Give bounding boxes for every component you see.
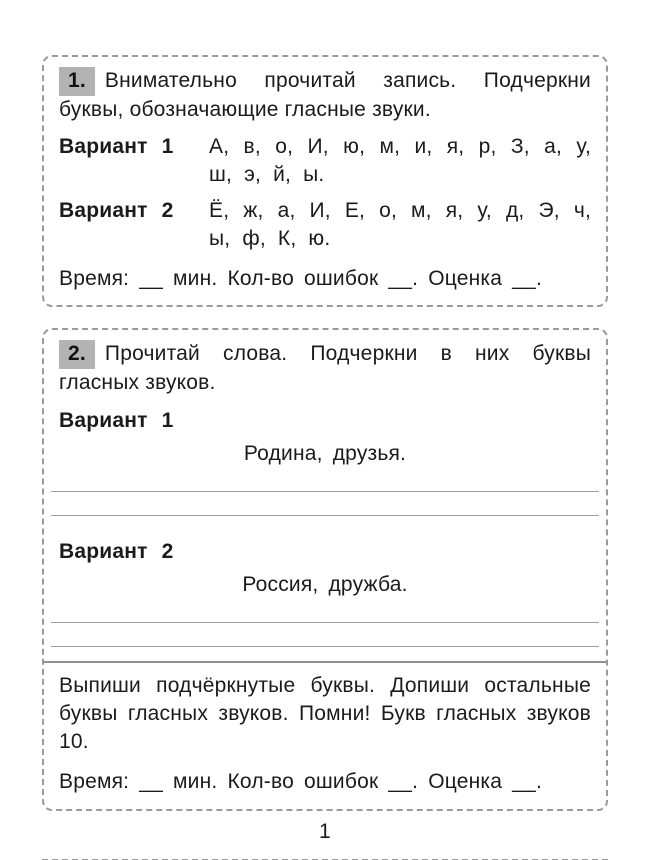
exercise-1-variant-2-letters: Ё, ж, а, И, Е, о, м, я, у, д, Э, ч, ы, ф, К, ю. <box>209 198 591 250</box>
answer-line <box>51 599 599 623</box>
exercise-1-number-badge: 1. <box>59 67 95 96</box>
exercise-1-variant-1-label: Вариант 1 <box>59 134 174 158</box>
answer-line <box>51 468 599 492</box>
exercise-2-instruction-text: Прочитай слова. Подчеркни в них буквы гласных звуков. <box>59 342 591 395</box>
exercise-2-variant-1-label: Вариант 1 <box>59 409 174 433</box>
exercise-1-instruction <box>59 67 591 124</box>
exercise-1-variant-2-label: Вариант 2 <box>59 198 174 222</box>
exercise-2-score-line: Время: __ мин. Кол-во ошибок __. Оценка __. <box>59 769 542 793</box>
answer-line <box>51 492 599 516</box>
exercise-2-variant-1-words: Родина, друзья. <box>243 442 407 466</box>
exercise-1-variant-1-letters: А, в, о, И, ю, м, и, я, р, З, а, у, ш, э, й, ы. <box>209 134 591 186</box>
answer-line <box>51 623 599 647</box>
section-divider <box>44 661 606 663</box>
exercise-2-number-badge: 2. <box>59 340 95 369</box>
exercise-2-box <box>42 328 608 810</box>
page-number: 1 <box>319 819 331 843</box>
exercise-1-box <box>42 55 608 307</box>
exercise-2-variant-2-words: Россия, дружба. <box>242 573 408 597</box>
exercise-1-instruction-text: Внимательно прочитай запись. Подчеркни буквы, обозначающие гласные звуки. <box>59 69 591 121</box>
exercise-1-score-line: Время: __ мин. Кол-во ошибок __. Оценка __. <box>59 266 542 290</box>
page-footer <box>42 818 608 846</box>
exercise-2-variant-2-label: Вариант 2 <box>59 540 174 564</box>
exercise-2-followup-text: Выпиши подчёркнутые буквы. Допиши остальные буквы гласных звуков. Помни! Букв гласных звуков 10. <box>59 673 591 753</box>
exercise-1-variant-2-row <box>59 197 591 253</box>
exercise-2-instruction <box>59 340 591 397</box>
exercise-1-variant-1-row <box>59 133 591 189</box>
